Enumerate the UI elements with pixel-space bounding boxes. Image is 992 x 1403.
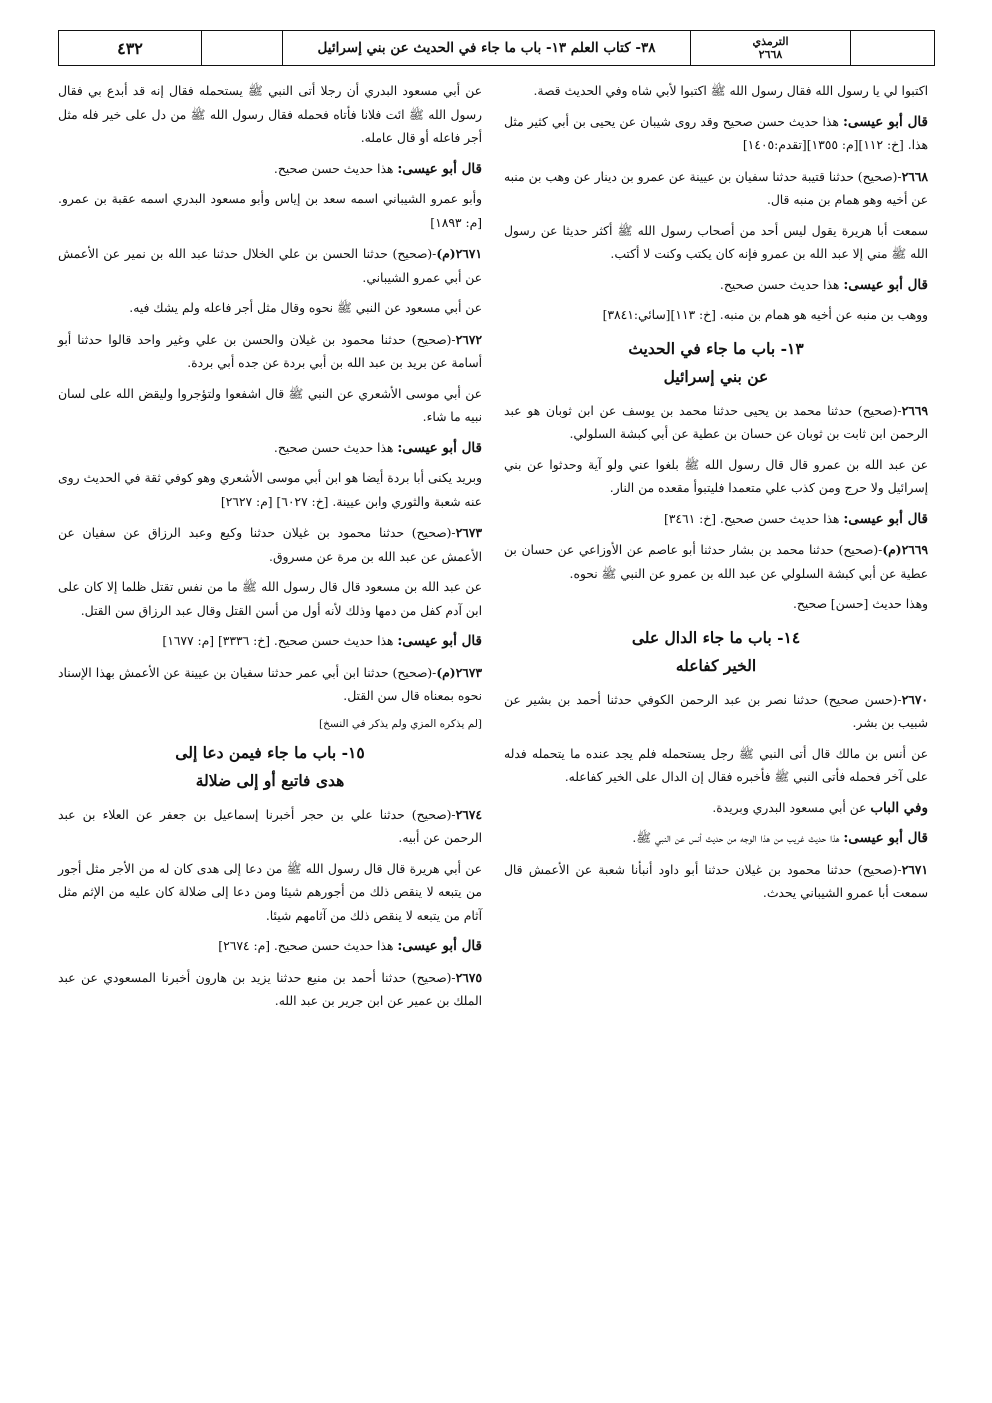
text-paragraph xyxy=(504,743,928,790)
hadith-number: ٢٦٦٨ xyxy=(901,168,928,184)
paragraph-text: هذا حديث حسن صحيح. xyxy=(273,161,398,176)
hadith-paragraph xyxy=(58,242,482,290)
paragraph-text: هذا حديث حسن صحيح. xyxy=(273,440,398,455)
paragraph-text: -(صحيح) حدثنا ابن أبي عمر حدثنا سفيان بن عيينة عن الأعمش بهذا الإسناد نحوه بمعناه قال سن القتل. xyxy=(58,665,482,703)
chapter-heading xyxy=(504,335,928,391)
hadith-number: ٢٦٧٣ xyxy=(455,525,482,540)
hadith-number: ٢٦٧٢ xyxy=(455,331,482,347)
paragraph-text: عن عبد الله بن مسعود قال قال رسول الله ﷺ ما من نفس تقتل ظلما إلا كان على ابن آدم كفل من دمها وذلك لأنه أول من أسن القتل وقال عبد الرزاق سن القتل. xyxy=(58,580,482,618)
grading-paragraph xyxy=(504,797,928,821)
paragraph-text: -(صحيح) حدثنا الحسن بن علي الخلال حدثنا عبد الله بن نمير عن الأعمش عن أبي عمرو الشيباني. xyxy=(58,247,482,285)
grading-paragraph xyxy=(58,437,482,461)
grading-paragraph xyxy=(58,158,482,182)
hadith-range: ٢٦٦٨ xyxy=(758,48,783,61)
hadith-paragraph xyxy=(58,521,482,569)
text-paragraph xyxy=(504,454,928,501)
paragraph-text: وهذا حديث [حسن] صحيح. xyxy=(792,597,928,611)
chapter-heading-line: ١٣- باب ما جاء في الحديث xyxy=(628,338,804,358)
paragraph-text: -(صحيح) حدثنا محمود بن غيلان والحسن بن علي وغير واحد قالوا حدثنا أبو أسامة عن بريد بن عبد الله بن أبي بردة عن جده أبي بردة. xyxy=(58,332,482,370)
chapter-heading-line: هدى فاتبع أو إلى ضلالة xyxy=(195,770,345,790)
hadith-paragraph xyxy=(504,858,928,906)
editor-note: [لم يذكره المزي ولم يذكر في النسخ] xyxy=(318,717,482,730)
grading-paragraph xyxy=(58,630,482,654)
hadith-number: ٢٦٧٤ xyxy=(455,806,482,822)
paragraph-text: -(صحيح) حدثنا محمود بن غيلان حدثنا وكيع وعبد الرزاق عن سفيان عن الأعمش عن عبد الله بن مرة عن مسروق. xyxy=(58,526,482,564)
text-paragraph xyxy=(58,188,482,235)
hadith-paragraph xyxy=(504,688,928,736)
paragraph-text: هذا حديث غريب من هذا الوجه من حديث أنس عن النبي ﷺ. xyxy=(632,831,844,845)
grading-lead: قال أبو عيسى: xyxy=(843,510,928,527)
book-name: الترمذي xyxy=(752,35,789,48)
paragraph-text: -(صحيح) حدثنا محمد بن يحيى حدثنا محمد بن يوسف عن ابن ثوبان هو عبد الرحمن ابن ثابت بن ثوبان عن حسان بن عطية عن أبي كبشة السلولي. xyxy=(504,403,928,441)
grading-lead: قال أبو عيسى: xyxy=(843,276,928,293)
header-margin xyxy=(850,31,934,65)
paragraph-text: -(صحيح) حدثنا محمود بن غيلان حدثنا أبو داود أنبأنا شعبة عن الأعمش قال سمعت أبا عمرو الشيباني يحدث. xyxy=(504,862,928,900)
grading-lead: قال أبو عيسى: xyxy=(842,113,928,130)
hadith-number: ٢٦٧٥ xyxy=(455,969,482,985)
grading-lead: قال أبو عيسى: xyxy=(397,633,482,649)
grading-paragraph xyxy=(58,935,482,959)
hadith-paragraph xyxy=(504,538,928,586)
paragraph-text: عن أبي مسعود البدري أن رجلا أتى النبي ﷺ يستحمله فقال إنه قد أبدع بي فقال رسول الله ﷺ ائت فلانا فأتاه فحمله فقال رسول الله ﷺ من دل على خير فله مثل أجر فاعله أو قال عامله. xyxy=(58,84,482,145)
chapter-heading xyxy=(58,739,482,795)
hadith-paragraph xyxy=(504,399,928,447)
hadith-number: ٢٦٧٣(م) xyxy=(436,664,482,680)
book-reference xyxy=(690,31,850,65)
hadith-paragraph xyxy=(58,803,482,851)
paragraph-text: هذا حديث حسن صحيح. [خ: ٣٣٣٦] [م: ١٦٧٧] xyxy=(162,634,398,648)
hadith-paragraph xyxy=(58,328,482,376)
hadith-paragraph xyxy=(58,661,482,709)
chapter-heading-line: ١٤- باب ما جاء الدال على xyxy=(631,627,801,647)
paragraph-text: عن أبي هريرة قال قال رسول الله ﷺ من دعا إلى هدى كان له من الأجر مثل أجور من يتبعه لا ينقص ذلك من أجورهم شيئا ومن دعا إلى ضلالة كان عليه من الإثم مثل آثام من يتبعه لا ينقص ذلك من آثامهم شيئا. xyxy=(58,861,482,923)
hadith-number: ٢٦٦٩ xyxy=(901,402,928,418)
paragraph-text: عن أنس بن مالك قال أتى النبي ﷺ رجل يستحمله فلم يجد عنده ما يتحمله فدله على آخر فحمله فأتى النبي ﷺ فأخبره فقال إن الدال على الخير كفاعله. xyxy=(504,746,928,784)
text-paragraph xyxy=(58,467,482,514)
grading-lead: قال أبو عيسى: xyxy=(397,439,482,456)
hadith-number: ٢٦٧٠ xyxy=(901,691,928,707)
paragraph-text: -(صحيح) حدثنا قتيبة حدثنا سفيان بن عيينة عن عمرو بن دينار عن وهب بن منبه عن أخيه وهو همام بن منبه قال. xyxy=(504,169,928,207)
hadith-number: ٢٦٧١(م) xyxy=(436,246,482,261)
page-number: ٤٣٢ xyxy=(117,38,143,58)
text-paragraph xyxy=(504,593,928,617)
paragraph-text: عن أبي مسعود عن النبي ﷺ نحوه وقال مثل أجر فاعله ولم يشك فيه. xyxy=(129,301,482,315)
page-header xyxy=(58,30,935,66)
paragraph-text: -(حسن صحيح) حدثنا نصر بن عبد الرحمن الكوفي حدثنا أحمد بن بشير عن شبيب بن بشر. xyxy=(504,692,928,730)
paragraph-text: -(صحيح) حدثنا علي بن حجر أخبرنا إسماعيل بن جعفر عن العلاء بن عبد الرحمن عن أبيه. xyxy=(58,807,482,845)
left-column xyxy=(58,80,482,1021)
grading-lead: قال أبو عيسى: xyxy=(397,160,482,177)
paragraph-text: وأبو عمرو الشيباني اسمه سعد بن إياس وأبو مسعود البدري اسمه عقبة بن عمرو. [م: ١٨٩٣] xyxy=(58,192,482,230)
grading-lead: قال أبو عيسى: xyxy=(843,830,928,846)
grading-lead: قال أبو عيسى: xyxy=(397,938,482,954)
text-paragraph xyxy=(58,383,482,430)
paragraph-text: سمعت أبا هريرة يقول ليس أحد من أصحاب رسول الله ﷺ أكثر حديثا عن رسول الله ﷺ مني إلا عبد الله بن عمرو فإنه كان يكتب وكنت لا أكتب. xyxy=(504,223,928,261)
text-paragraph xyxy=(58,576,482,623)
chapter-heading-line: ١٥- باب ما جاء فيمن دعا إلى xyxy=(175,742,365,762)
text-paragraph xyxy=(504,220,928,267)
text-paragraph xyxy=(504,80,928,104)
paragraph-text: هذا حديث حسن صحيح وقد روى شيبان عن يحيى بن أبي كثير مثل هذا. [خ: ١١٢][م: ١٣٥٥][تقدم:١٤٠٥] xyxy=(504,114,928,152)
paragraph-text: -(صحيح) حدثنا محمد بن بشار حدثنا أبو عاصم عن الأوزاعي عن حسان بن عطية عن أبي كبشة السلولي عن عبد الله بن عمرو عن النبي ﷺ نحوه. xyxy=(504,543,928,581)
header-spacer xyxy=(201,31,282,65)
paragraph-text: عن عبد الله بن عمرو قال قال رسول الله ﷺ بلغوا عني ولو آية وحدثوا عن بني إسرائيل ولا حرج ومن كذب علي متعمدا فليتبوأ مقعده من النار. xyxy=(504,457,928,495)
grading-paragraph xyxy=(504,111,928,158)
hadith-number: ٢٦٧١ xyxy=(901,861,928,877)
running-title: ٣٨- كتاب العلم ١٣- باب ما جاء في الحديث عن بني إسرائيل xyxy=(282,31,690,65)
right-column xyxy=(504,80,928,913)
text-paragraph xyxy=(504,304,928,328)
hadith-number: ٢٦٦٩(م) xyxy=(882,542,928,557)
paragraph-text: عن أبي موسى الأشعري عن النبي ﷺ قال اشفعوا ولتؤجروا وليقض الله على لسان نبيه ما شاء. xyxy=(58,386,482,424)
chapter-heading xyxy=(504,624,928,680)
grading-lead: وفي الباب xyxy=(870,799,928,816)
text-paragraph xyxy=(58,297,482,321)
hadith-paragraph xyxy=(58,966,482,1014)
paragraph-text: اكتبوا لي يا رسول الله فقال رسول الله ﷺ اكتبوا لأبي شاه وفي الحديث قصة. xyxy=(533,84,928,98)
grading-paragraph xyxy=(504,274,928,298)
chapter-heading-line: عن بني إسرائيل xyxy=(663,366,769,386)
grading-paragraph xyxy=(504,508,928,532)
hadith-paragraph xyxy=(504,165,928,213)
paragraph-text: هذا حديث حسن صحيح. xyxy=(719,277,844,292)
chapter-heading-line: الخير كفاعله xyxy=(675,655,757,675)
text-paragraph xyxy=(58,80,482,151)
paragraph-text: هذا حديث حسن صحيح. [خ: ٣٤٦١] xyxy=(663,511,844,526)
text-paragraph xyxy=(58,858,482,929)
paragraph-text: وبريد يكنى أبا بردة أيضا هو ابن أبي موسى الأشعري وهو كوفي ثقة في الحديث روى عنه شعبة والثوري وابن عيينة. [خ: ٦٠٢٧] [م: ٢٦٢٧] xyxy=(58,471,482,509)
grading-paragraph xyxy=(504,827,928,851)
paragraph-text: -(صحيح) حدثنا أحمد بن منيع حدثنا يزيد بن هارون أخبرنا المسعودي عن عبد الملك بن عمير عن ابن جرير بن عبد الله. xyxy=(58,970,482,1008)
paragraph-text: هذا حديث حسن صحيح. [م: ٢٦٧٤] xyxy=(218,939,398,953)
paragraph-text: ووهب بن منبه عن أخيه هو همام بن منبه. [خ: ١١٣][سائي:٣٨٤١] xyxy=(602,308,928,322)
paragraph-text: عن أبي مسعود البدري وبريدة. xyxy=(712,800,871,815)
